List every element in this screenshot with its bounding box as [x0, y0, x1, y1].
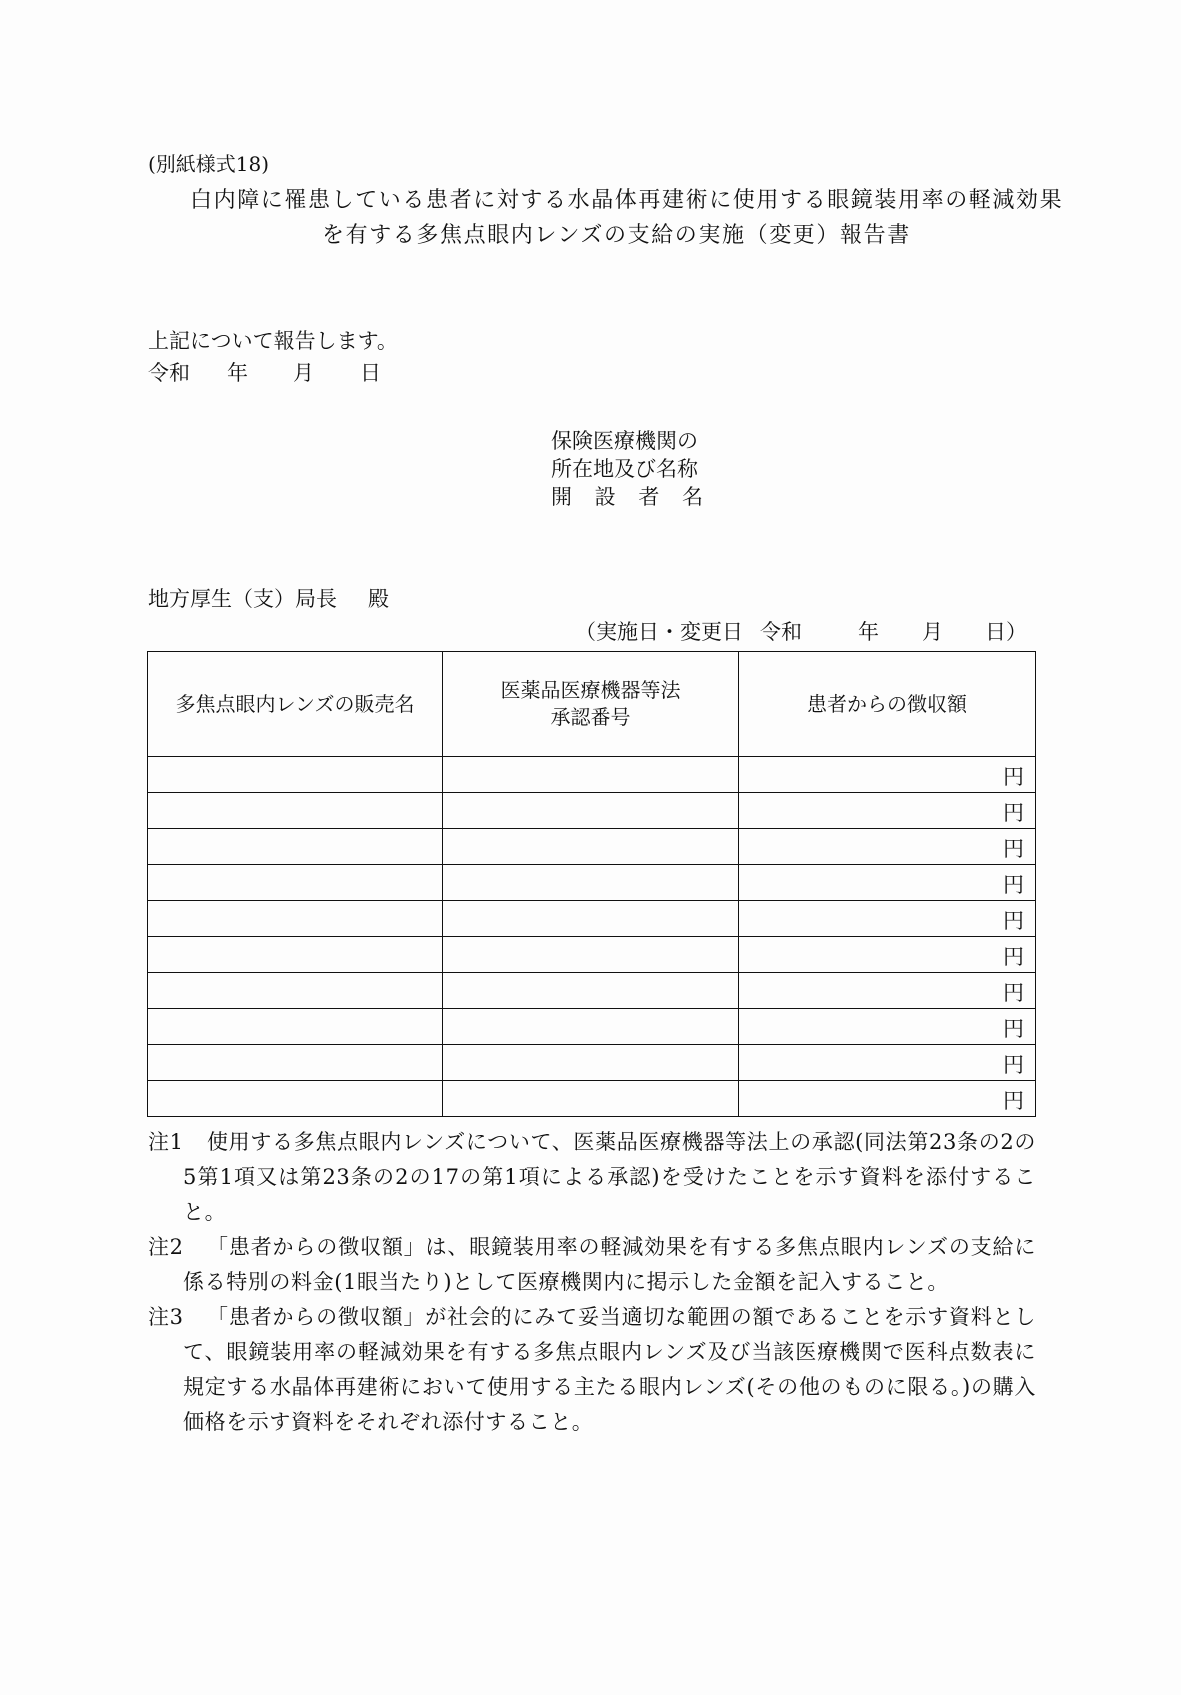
patient-charge-cell[interactable] [739, 865, 1036, 901]
note-label: 注3 [148, 1305, 184, 1329]
note-label: 注1 [148, 1130, 184, 1154]
institution-label-line-2: 所在地及び名称 [551, 457, 698, 481]
founder-char: 設 [594, 485, 616, 509]
header-approval-number-line-1: 医薬品医療機器等法 [500, 678, 681, 702]
table-row [148, 973, 1036, 1009]
patient-charge-cell[interactable] [739, 1045, 1036, 1081]
lens-report-table [147, 651, 1036, 1117]
header-approval-number-line-2: 承認番号 [550, 705, 631, 729]
document-title-line-2: を有する多焦点眼内レンズの支給の実施（変更）報告書 [322, 223, 911, 248]
product-name-cell[interactable] [148, 1045, 443, 1081]
patient-charge-cell[interactable] [739, 901, 1036, 937]
patient-charge-cell[interactable] [739, 1081, 1036, 1117]
table-row [148, 1081, 1036, 1117]
patient-charge-cell[interactable] [739, 1009, 1036, 1045]
header-patient-charge-text: 患者からの徴収額 [807, 691, 967, 716]
note-text: 「患者からの徴収額」は、眼鏡装用率の軽減効果を有する多焦点眼内レンズの支給に係る特別の料金(1眼当たり)として医療機関内に掲示した金額を記入すること。 [183, 1235, 1036, 1294]
table-row [148, 937, 1036, 973]
table-row [148, 829, 1036, 865]
yen-unit: 円 [1003, 801, 1024, 825]
table-header-row [148, 652, 1036, 757]
patient-charge-cell[interactable] [739, 757, 1036, 793]
product-name-cell[interactable] [148, 901, 443, 937]
yen-unit: 円 [1003, 945, 1024, 969]
intro-text: 上記について報告します。 [148, 329, 398, 353]
header-product-name [148, 652, 443, 757]
approval-number-cell[interactable] [443, 1045, 739, 1081]
approval-number-cell[interactable] [443, 757, 739, 793]
table-row [148, 901, 1036, 937]
product-name-cell[interactable] [148, 937, 443, 973]
patient-charge-cell[interactable] [739, 829, 1036, 865]
table-row [148, 1045, 1036, 1081]
founder-char: 開 [551, 485, 572, 509]
patient-charge-cell[interactable] [739, 937, 1036, 973]
table-row [148, 865, 1036, 901]
report-date [148, 363, 388, 385]
product-name-cell[interactable] [148, 757, 443, 793]
approval-number-cell[interactable] [443, 1081, 739, 1117]
recipient [148, 589, 393, 611]
product-name-cell[interactable] [148, 1081, 443, 1117]
notes-section [148, 1125, 1036, 1440]
yen-unit: 円 [1003, 981, 1024, 1005]
table-row [148, 757, 1036, 793]
approval-number-cell[interactable] [443, 829, 739, 865]
header-product-name-text: 多焦点眼内レンズの販売名 [175, 691, 415, 716]
form-number: (別紙様式18) [148, 152, 270, 176]
yen-unit: 円 [1003, 837, 1024, 861]
document-title-line-1: 白内障に罹患している患者に対する水晶体再建術に使用する眼鏡装用率の軽減効果 [190, 188, 1064, 213]
approval-number-cell[interactable] [443, 1009, 739, 1045]
yen-unit: 円 [1003, 873, 1024, 897]
header-approval-number [443, 652, 739, 757]
approval-number-cell[interactable] [443, 865, 739, 901]
approval-number-cell[interactable] [443, 937, 739, 973]
table-row [148, 793, 1036, 829]
patient-charge-cell[interactable] [739, 973, 1036, 1009]
implementation-date-day: 日） [985, 620, 1027, 644]
note-3 [148, 1300, 1036, 1440]
product-name-cell[interactable] [148, 793, 443, 829]
founder-char: 名 [681, 485, 703, 509]
implementation-date-year: 年 [858, 620, 879, 644]
implementation-date [575, 620, 1027, 644]
report-date-month: 月 [293, 361, 314, 385]
product-name-cell[interactable] [148, 973, 443, 1009]
product-name-cell[interactable] [148, 1009, 443, 1045]
yen-unit: 円 [1003, 1089, 1024, 1113]
yen-unit: 円 [1003, 765, 1024, 789]
patient-charge-cell[interactable] [739, 793, 1036, 829]
note-1 [148, 1125, 1036, 1230]
recipient-honorific: 殿 [368, 587, 389, 611]
yen-unit: 円 [1003, 1017, 1024, 1041]
header-patient-charge [739, 652, 1036, 757]
note-2 [148, 1230, 1036, 1300]
report-date-era: 令和 [148, 361, 190, 385]
table-row [148, 1009, 1036, 1045]
founder-name-label [551, 487, 703, 508]
product-name-cell[interactable] [148, 865, 443, 901]
note-label: 注2 [148, 1235, 184, 1259]
report-date-year: 年 [227, 361, 248, 385]
note-text: 「患者からの徴収額」が社会的にみて妥当適切な範囲の額であることを示す資料として、眼鏡装用率の軽減効果を有する多焦点眼内レンズ及び当該医療機関で医科点数表に規定する水晶体再建術において使用する主たる眼内レンズ(その他のものに限る。)の購入価格を示す資料をそれぞれ添付すること。 [183, 1305, 1036, 1434]
institution-label-line-1: 保険医療機関の [551, 429, 698, 453]
implementation-date-era: 令和 [760, 620, 802, 644]
recipient-name: 地方厚生（支）局長 [148, 587, 337, 611]
implementation-date-month: 月 [922, 620, 943, 644]
note-text: 使用する多焦点眼内レンズについて、医薬品医療機器等法上の承認(同法第23条の2の5第1項又は第23条の2の17の第1項による承認)を受けたことを示す資料を添付すること。 [183, 1130, 1036, 1224]
product-name-cell[interactable] [148, 829, 443, 865]
yen-unit: 円 [1003, 909, 1024, 933]
report-date-day: 日 [360, 361, 381, 385]
implementation-date-label: （実施日・変更日 [575, 620, 743, 644]
approval-number-cell[interactable] [443, 901, 739, 937]
approval-number-cell[interactable] [443, 793, 739, 829]
yen-unit: 円 [1003, 1053, 1024, 1077]
founder-char: 者 [638, 485, 660, 509]
approval-number-cell[interactable] [443, 973, 739, 1009]
